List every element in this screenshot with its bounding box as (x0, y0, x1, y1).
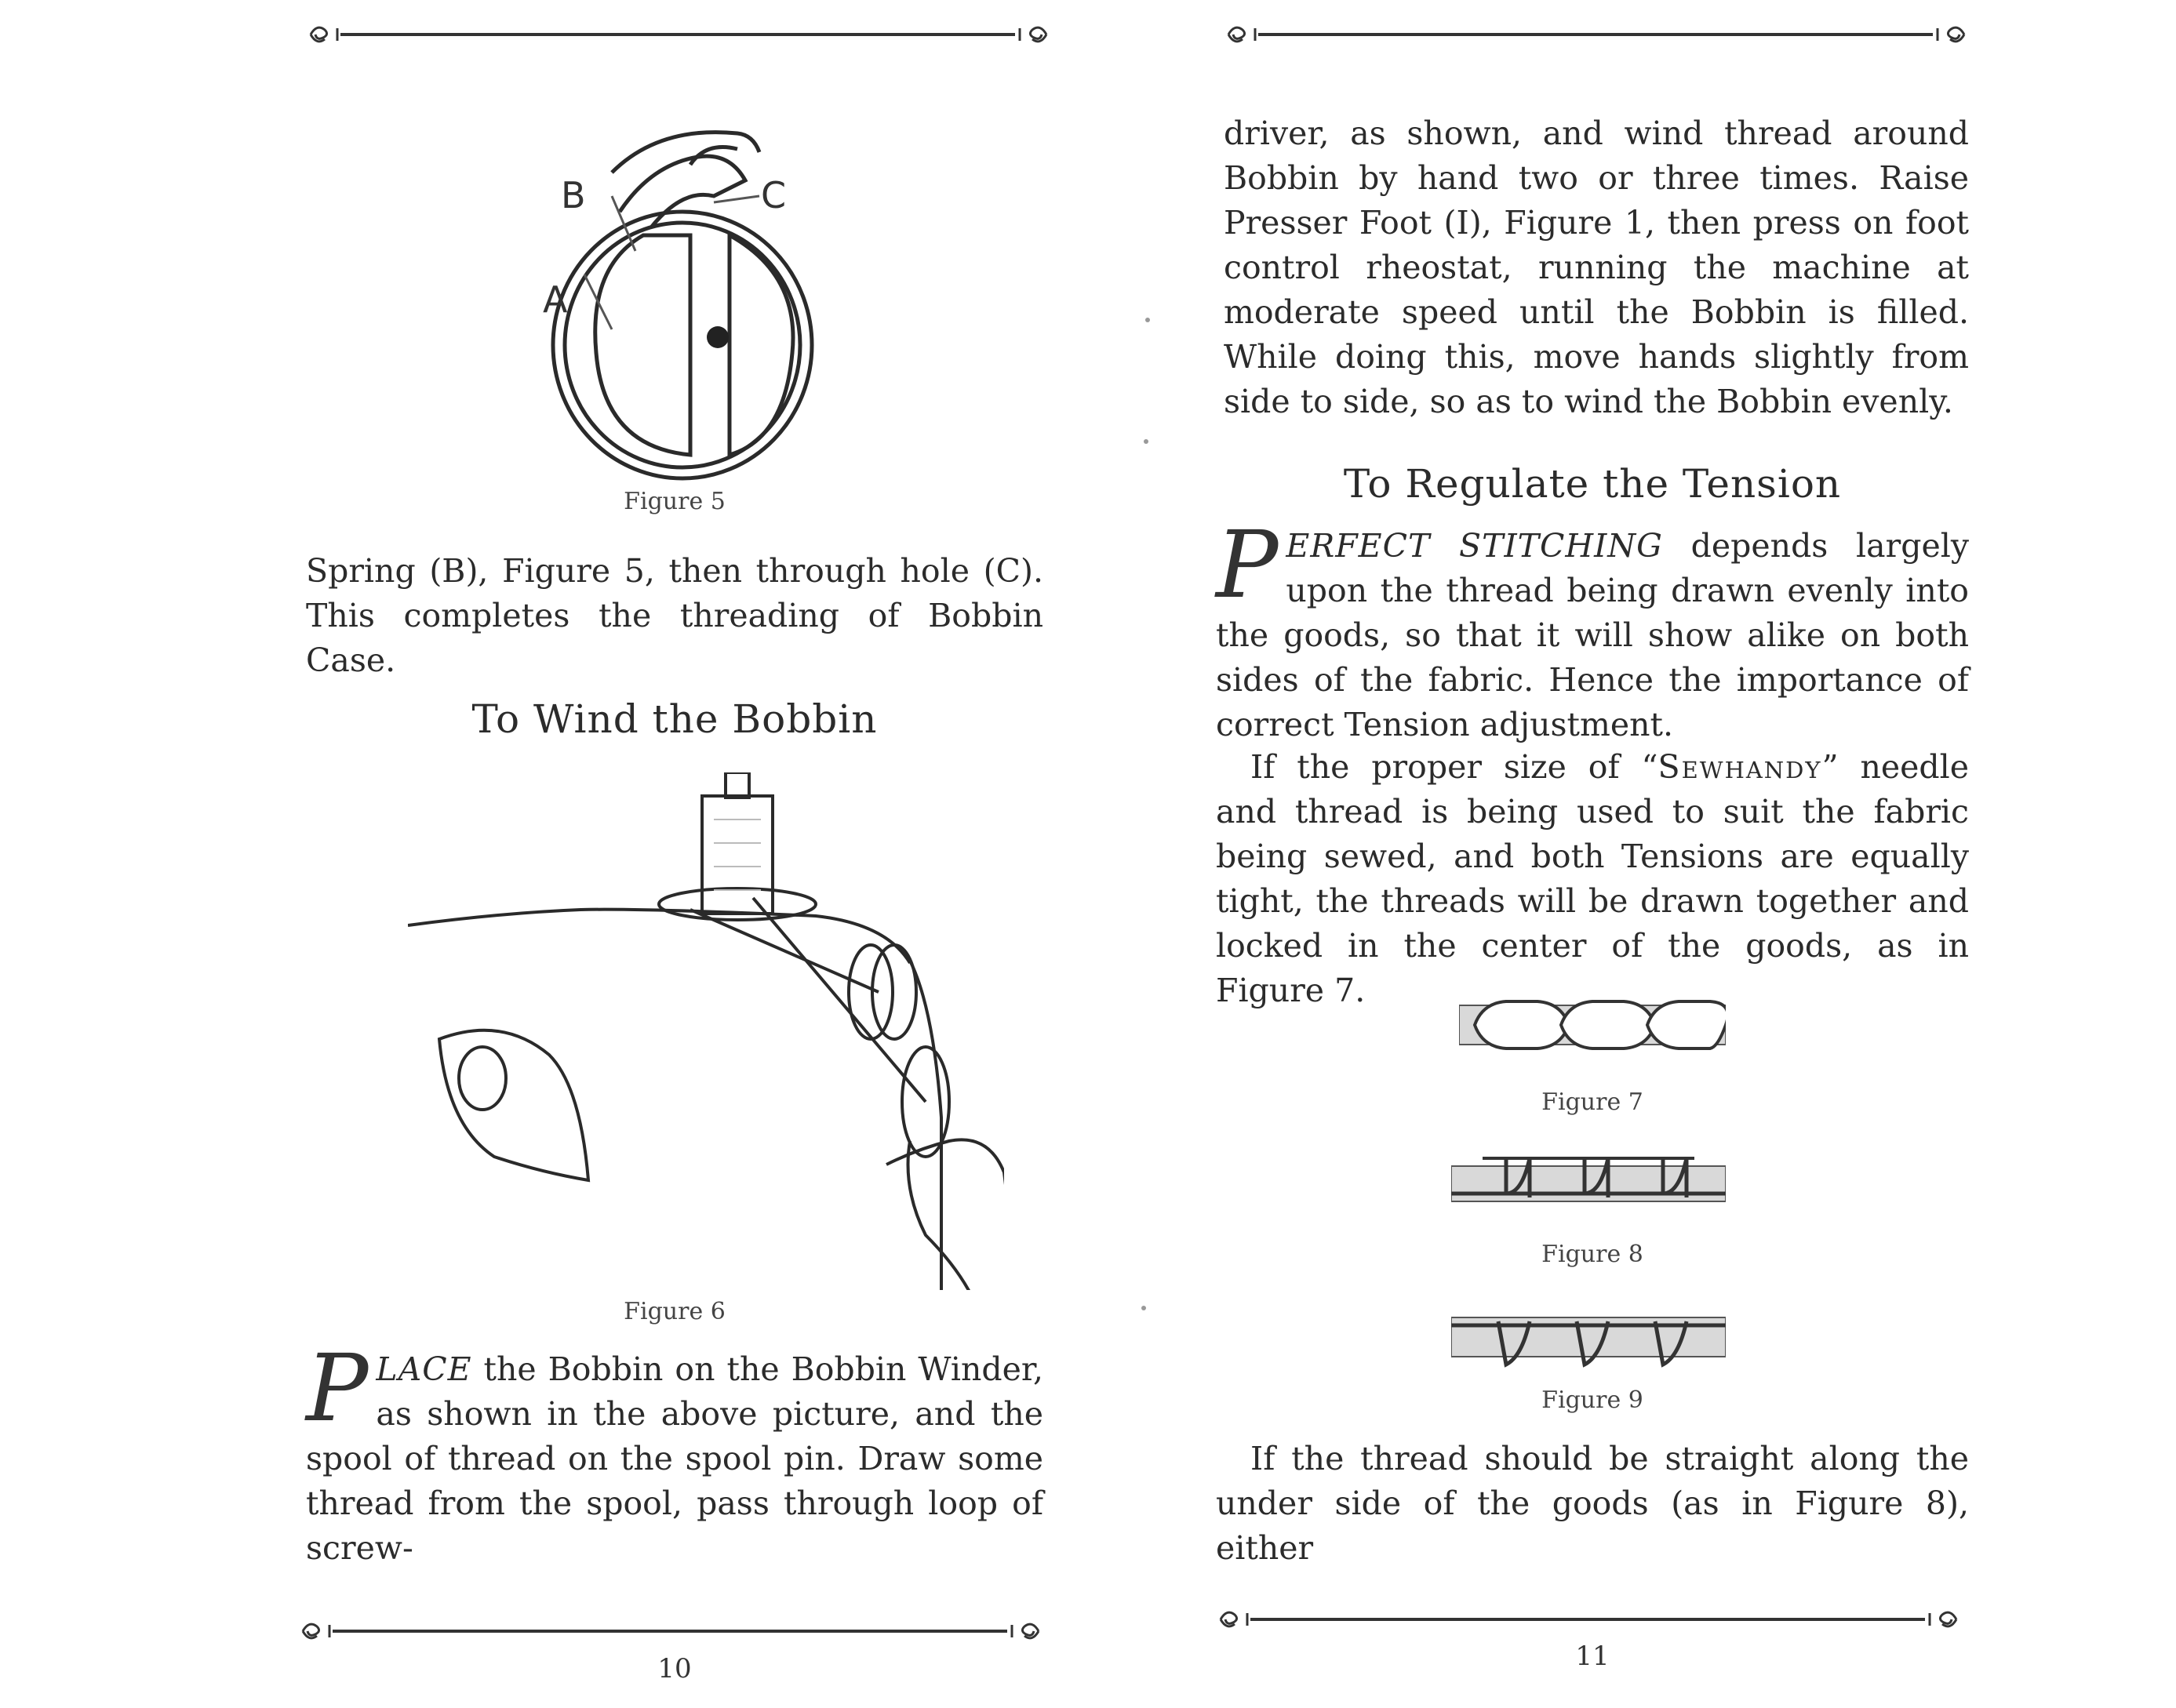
figure-7-stitch-balanced (1459, 990, 1726, 1060)
para2-lead-word-left: LACE (376, 1350, 472, 1388)
figure-6-caption: Figure 6 (624, 1298, 726, 1325)
left-paragraph-1: Spring (B), Figure 5, then through hole (C). This completes the threading of Bobbin Case. (306, 552, 1043, 679)
left-heading-wind-bobbin: To Wind the Bobbin (471, 696, 878, 742)
figure-5-label-b: B (561, 174, 586, 216)
para3-text-a: If the proper size of “ (1250, 748, 1658, 786)
para2-text-right: depends largely upon the thread being drawn evenly into the goods, so that it will show alike on both sides of the fabric. Hence the importance of correct Tension adjustment. (1216, 527, 1969, 743)
top-ornamental-rule-right (1224, 19, 1969, 50)
left-page (290, 0, 1059, 1708)
right-paragraph-4: If the thread should be straight along the under side of the goods (as in Figure 8), either (1216, 1440, 1969, 1567)
para3-text-b: ” needle and thread is being used to suit the fabric being sewed, and both Tensions are equally tight, the threads will be drawn together and locked in the center of the goods, as in Figure 7. (1216, 748, 1969, 1009)
page-number-right: 11 (1575, 1641, 1610, 1672)
figure-6-bobbin-winder (408, 772, 1004, 1290)
para2-lead-word-right: ERFECT STITCHING (1286, 527, 1663, 565)
left-paragraph-2 (306, 1334, 1043, 1571)
scan-speck (1144, 439, 1148, 444)
figure-9-stitch-loose-lower (1451, 1302, 1726, 1372)
right-heading-regulate-tension: To Regulate the Tension (1343, 461, 1842, 507)
sewhandy-brand: Sewhandy (1657, 748, 1822, 786)
bottom-ornamental-rule-right (1216, 1604, 1961, 1635)
right-paragraph-2 (1216, 511, 1969, 747)
right-page (1200, 0, 1985, 1708)
right-paragraph-3 (1216, 745, 1969, 1013)
figure-9-caption: Figure 9 (1541, 1386, 1643, 1414)
figure-7-caption: Figure 7 (1541, 1088, 1643, 1116)
para2-text-left: the Bobbin on the Bobbin Winder, as shown in the above picture, and the spool of thread on the spool pin. Draw some thread from the spool, pass through loop of screw- (306, 1350, 1043, 1567)
figure-5-caption: Figure 5 (624, 488, 726, 515)
figure-5-label-a: A (543, 278, 568, 321)
page-number-left: 10 (657, 1653, 692, 1684)
scan-speck (1145, 318, 1150, 322)
figure-5-label-c: C (761, 174, 787, 216)
top-ornamental-rule-left (306, 19, 1051, 50)
dropcap-p-left: P (306, 1334, 369, 1442)
bottom-ornamental-rule-left (298, 1615, 1043, 1647)
figure-8-caption: Figure 8 (1541, 1241, 1643, 1268)
figure-5-bobbin-case (494, 118, 824, 486)
dropcap-p-right: P (1216, 511, 1279, 619)
right-paragraph-1: driver, as shown, and wind thread around Bobbin by hand two or three times. Raise Presser Foot (I), Figure 1, then press on foot control rheostat, running the machine at moderate speed until the Bobbin is filled. While doing this, move hands slightly from side to side, so as to wind the Bobbin evenly. (1224, 114, 1969, 420)
figure-8-stitch-loose-upper (1451, 1147, 1726, 1217)
scan-speck (1141, 1306, 1146, 1310)
